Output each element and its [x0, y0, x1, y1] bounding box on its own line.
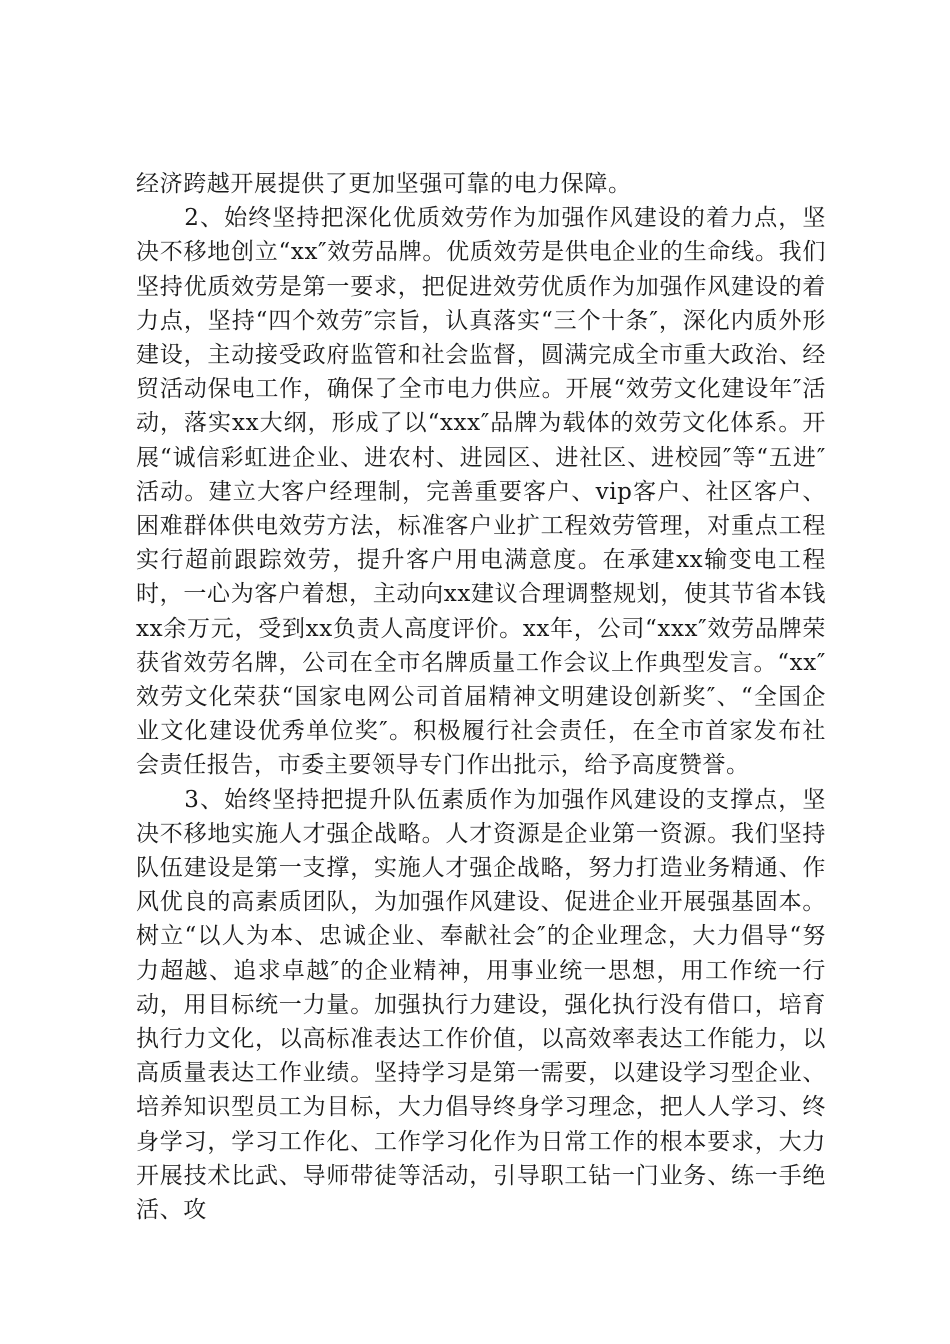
document-body [136, 167, 826, 1227]
paragraph-1: 经济跨越开展提供了更加坚强可靠的电力保障。 [136, 171, 632, 197]
paragraph-2: 2、始终坚持把深化优质效劳作为加强作风建设的着力点，坚决不移地创立“xx″效劳品牌。优质效劳是供电企业的生命线。我们坚持优质效劳是第一要求，把促进效劳优质作为加强作风建设的着力点，坚持“四个效劳″宗旨，认真落实“三个十条″，深化内质外形建设，主动接受政府监管和社会监督，圆满完成全市重大政治、经贸活动保电工作，确保了全市电力供应。开展“效劳文化建设年″活动，落实xx大纲，形成了以“xxx″品牌为载体的效劳文化体系。开展“诚信彩虹进企业、进农村、进园区、进社区、进校园″等“五进″活动。建立大客户经理制，完善重要客户、vip客户、社区客户、困难群体供电效劳方法，标准客户业扩工程效劳管理，对重点工程实行超前跟踪效劳，提升客户用电满意度。在承建xx输变电工程时，一心为客户着想，主动向xx建议合理调整规划，使其节省本钱xx余万元，受到xx负责人高度评价。xx年，公司“xxx″效劳品牌荣获省效劳名牌，公司在全市名牌质量工作会议上作典型发言。“xx″效劳文化荣获“国家电网公司首届精神文明建设创新奖″、“全国企业文化建设优秀单位奖″。积极履行社会责任，在全市首家发布社会责任报告，市委主要领导专门作出批示，给予高度赞誉。 [136, 205, 826, 779]
paragraph-3: 3、始终坚持把提升队伍素质作为加强作风建设的支撑点，坚决不移地实施人才强企战略。人才资源是企业第一资源。我们坚持队伍建设是第一支撑，实施人才强企战略，努力打造业务精通、作风优良的高素质团队，为加强作风建设、促进企业开展强基固本。树立“以人为本、忠诚企业、奉献社会″的企业理念，大力倡导“努力超越、追求卓越″的企业精神，用事业统一思想，用工作统一行动，用目标统一力量。加强执行力建设，强化执行没有借口，培育执行力文化，以高标准表达工作价值，以高效率表达工作能力，以高质量表达工作业绩。坚持学习是第一需要，以建设学习型企业、培养知识型员工为目标，大力倡导终身学习理念，把人人学习、终身学习，学习工作化、工作学习化作为日常工作的根本要求，大力开展技术比武、导师带徒等活动，引导职工钻一门业务、练一手绝活、攻 [136, 786, 826, 1224]
